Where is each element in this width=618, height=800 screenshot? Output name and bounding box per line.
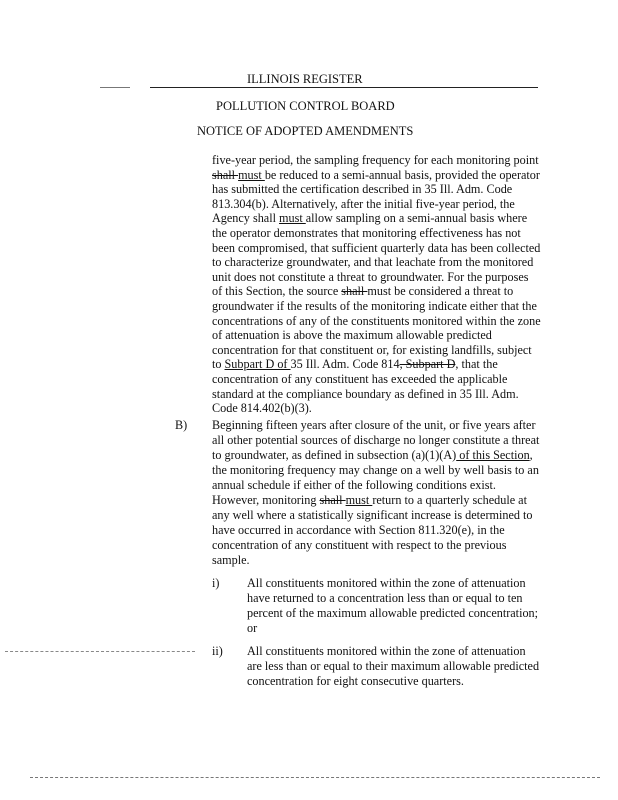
text-segment: allow sampling on a semi-annual basis where [305, 211, 528, 226]
inserted-text: must [238, 167, 265, 182]
text-line [212, 433, 539, 448]
text-line [212, 153, 541, 168]
text-segment: return to a quarterly schedule at [372, 493, 527, 507]
text-line [212, 538, 539, 553]
text-line [212, 211, 541, 226]
text-line [212, 553, 539, 568]
text-line [247, 606, 538, 621]
text-line [212, 357, 541, 372]
text-segment: All constituents monitored within the zone of attenuation [247, 644, 526, 658]
text-line [212, 493, 539, 508]
text-segment: all other potential sources of discharge no longer constitute a threat [212, 433, 540, 447]
text-segment: sample. [212, 553, 250, 567]
text-segment: has submitted the certification described in 35 Ill. Adm. Code [212, 182, 513, 197]
text-line [212, 418, 539, 433]
text-line [212, 401, 541, 416]
text-segment: 35 Ill. Adm. Code 814 [290, 357, 400, 372]
paragraph-b [212, 418, 539, 568]
text-segment: Agency shall [212, 211, 280, 226]
text-segment: have occurred in accordance with Section 811.320(e), in the [212, 523, 505, 537]
struck-text: shall [319, 493, 346, 507]
text-segment: Code 814.402(b)(3). [212, 401, 312, 416]
text-line [212, 168, 541, 183]
text-line [247, 659, 539, 674]
text-segment: annual schedule if either of the following conditions exist. [212, 478, 496, 492]
text-line [212, 387, 541, 402]
text-segment: concentration for that constituent or, for existing landfills, subject [212, 342, 532, 357]
text-segment: five-year period, the sampling frequency for each monitoring point [212, 153, 539, 167]
text-segment: concentration for eight consecutive quarters. [247, 674, 464, 688]
text-segment: the monitoring frequency may change on a well by well basis to an [212, 463, 539, 477]
text-segment: However, monitoring [212, 493, 320, 507]
text-segment: are less than or equal to their maximum allowable predicted [247, 659, 540, 673]
text-segment: of this Section, the source [212, 284, 342, 299]
scan-artifact-bottom [30, 777, 600, 778]
text-line [212, 314, 541, 329]
item-ii-label: ii) [212, 644, 223, 658]
notice-title: NOTICE OF ADOPTED AMENDMENTS [197, 124, 414, 138]
text-line [212, 197, 541, 212]
struck-text: shall [341, 284, 368, 299]
text-segment: , that the [455, 357, 498, 372]
text-line [212, 299, 541, 314]
text-line [212, 343, 541, 358]
text-segment: Beginning fifteen years after closure of the unit, or five years after [212, 418, 536, 432]
text-segment: of attenuation is above the maximum allowable predicted [212, 328, 492, 343]
text-segment: standard at the compliance boundary as defined in 35 Ill. Adm. [212, 386, 519, 401]
inserted-text: must [279, 211, 306, 226]
paragraph-b-label: B) [175, 418, 188, 432]
text-segment: to groundwater, as defined in subsection (a)(1)(A) [212, 448, 457, 462]
text-line [247, 576, 538, 591]
text-segment: 813.304(b). Alternatively, after the initial five-year period, the [212, 196, 515, 211]
paragraph-a [212, 153, 541, 416]
text-line [212, 478, 539, 493]
text-line [212, 523, 539, 538]
text-line [247, 674, 539, 689]
board-title: POLLUTION CONTROL BOARD [216, 99, 395, 113]
scan-artifact-left [5, 651, 195, 652]
text-segment: have returned to a concentration less than or equal to ten [247, 591, 523, 605]
text-segment: All constituents monitored within the zone of attenuation [247, 576, 526, 590]
header-rule [150, 87, 538, 88]
text-segment: concentration of any constituent with respect to the previous [212, 538, 507, 552]
text-line [212, 328, 541, 343]
text-segment: , [529, 448, 533, 462]
text-segment: must be considered a threat to [367, 284, 514, 299]
text-line [212, 226, 541, 241]
text-line [247, 621, 538, 636]
register-title: ILLINOIS REGISTER [247, 72, 363, 86]
text-segment: any well where a statistically significant increase is determined to [212, 508, 533, 522]
text-line [212, 255, 541, 270]
text-segment: groundwater if the results of the monitoring indicate either that the [212, 298, 537, 313]
inserted-text: of this Section [456, 448, 530, 462]
text-segment: be reduced to a semi-annual basis, provided the operator [264, 167, 540, 182]
scan-mark [100, 87, 130, 88]
text-line [212, 448, 539, 463]
text-segment: or [247, 621, 258, 635]
text-segment: to characterize groundwater, and that leachate from the monitored [212, 255, 534, 270]
text-line [212, 182, 541, 197]
item-ii [247, 644, 539, 689]
text-line [247, 644, 539, 659]
struck-text: , Subpart D [399, 357, 456, 372]
text-segment: concentrations of any of the constituents monitored within the zone [212, 313, 541, 328]
inserted-text: Subpart D of [224, 357, 291, 372]
text-segment: to [212, 357, 225, 372]
text-line [212, 463, 539, 478]
item-i [247, 576, 538, 636]
text-line [212, 508, 539, 523]
text-segment: the operator demonstrates that monitoring effectiveness has not [212, 225, 521, 240]
text-line [212, 241, 541, 256]
text-segment: been compromised, that sufficient quarterly data has been collected [212, 240, 541, 255]
text-segment: percent of the maximum allowable predicted concentration; [247, 606, 539, 620]
text-segment: concentration of any constituent has exceeded the applicable [212, 371, 508, 386]
inserted-text: must [345, 493, 373, 507]
text-line [212, 270, 541, 285]
text-line [212, 284, 541, 299]
text-segment: unit does not constitute a threat to groundwater. For the purposes [212, 269, 529, 284]
struck-text: shall [212, 167, 239, 182]
item-i-label: i) [212, 576, 220, 590]
text-line [212, 372, 541, 387]
text-line [247, 591, 538, 606]
